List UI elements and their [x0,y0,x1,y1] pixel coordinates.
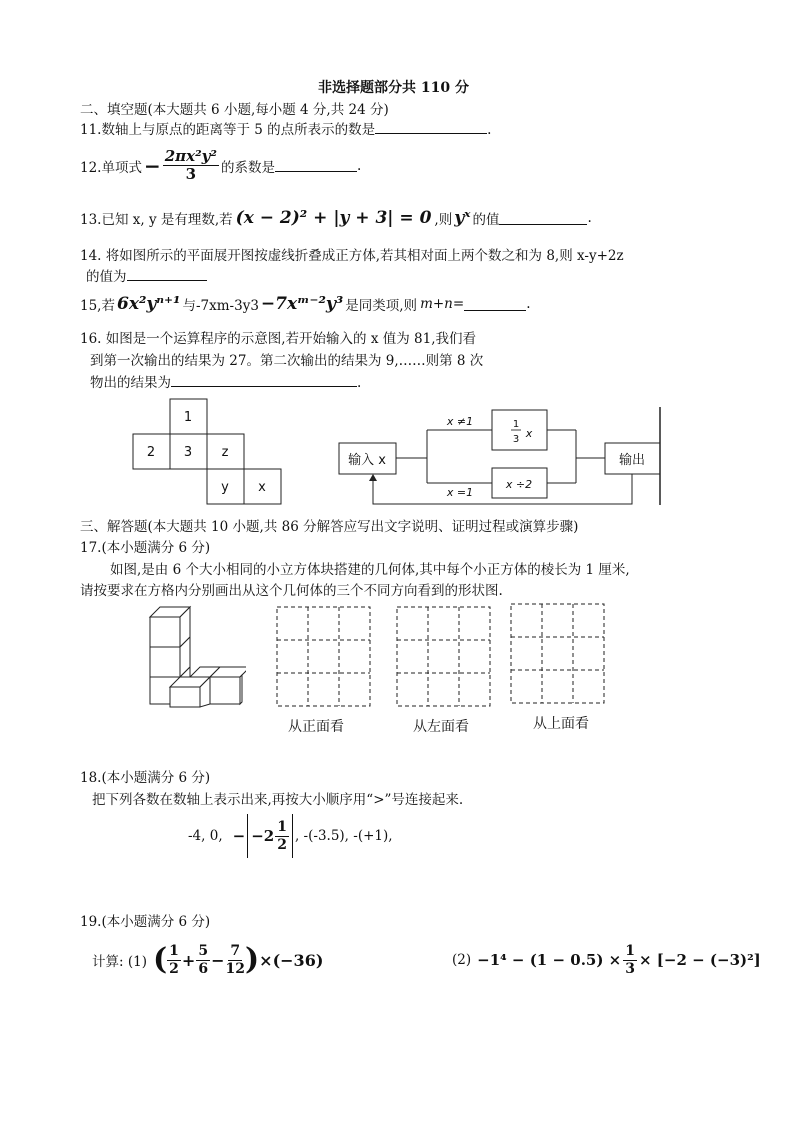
q19-p1-frac-a [167,943,181,976]
q11-text: 11.数轴上与原点的距离等于 5 的点所表示的数是 [80,122,376,138]
q19-p1-c-num: 7 [230,943,241,960]
q15-suffix: 是同类项,则 [345,298,418,314]
label-top-view: 从上面看 [533,716,589,732]
q19-part2 [452,934,761,986]
q17-line2: 请按要求在方格内分别画出从这个几何体的三个不同方向看到的形状图. [80,583,503,599]
q16-label: 物出的结果为 [90,375,171,391]
q12-minus: − [143,153,161,178]
q19-title: 19.(本小题满分 6 分) [80,914,211,930]
q18-abs-minus: − [232,827,246,845]
flow-output-label: 输出 [618,453,646,468]
q13-blank[interactable] [499,224,587,225]
flow-op-top-num: 1 [512,419,520,430]
q16-line1: 16. 如图是一个运算程序的示意图,若开始输入的 x 值为 81,我们看 [80,331,477,347]
q19-p2-den: 3 [625,960,635,977]
q19-p1-frac-c [225,943,244,976]
q16-end: . [357,375,362,391]
flow-cond-top: x ≠1 [446,415,474,428]
q15-blank[interactable] [464,310,526,311]
net-label-1: 1 [183,410,193,425]
q12-suffix: 的系数是 [220,159,275,176]
section3-heading: 三、解答题(本大题共 10 小题,共 86 分解答应写出文字说明、证明过程或演算步骤) [80,519,579,535]
grid-front[interactable] [276,606,371,708]
q18-nums-a: -4, 0, [188,828,223,844]
q16-line2: 到第一次输出的结果为 27。第二次输出的结果为 9,……则第 8 次 [90,353,484,369]
q13-mid: ,则 [434,212,453,228]
q19-p1-tail: ×(−36) [259,950,324,970]
q15-term1: 6x²yⁿ⁺¹ [116,294,181,314]
flow-cond-bottom: x =1 [446,486,474,499]
flowchart-figure [336,404,668,508]
cubes-3d-figure [146,604,246,708]
q18-text: 把下列各数在数轴上表示出来,再按大小顺序用“>”号连接起来. [92,792,464,808]
q18-abs-den: 2 [277,836,287,853]
q19-p1-open-paren: ( [152,942,168,977]
q12-blank[interactable] [275,171,357,172]
q19-p2-head: −1⁴ − (1 − 0.5) × [477,951,622,969]
question-13 [80,208,592,228]
q19-calc-label: 计算: (1) [92,954,147,970]
q15-term2: −7xᵐ⁻²y³ [260,294,344,314]
q19-p1-minus: − [211,950,225,970]
q19-p1-close-paren: ) [244,942,260,977]
page-title: 非选择题部分共 110 分 [318,80,469,96]
net-label-x: x [258,480,266,495]
net-label-3: 3 [183,445,193,460]
q13-expression: (x − 2)² + |y + 3| = 0 [235,208,432,228]
question-15 [80,294,530,314]
q13-power: yˣ [454,208,471,228]
q19-p2-label: (2) [452,952,472,968]
q18-abs-int: −2 [251,827,275,845]
q19-p1-frac-b [196,943,210,976]
q18-absolute-value [247,814,293,858]
q19-p2-fraction [623,943,637,976]
net-label-y: y [221,480,229,495]
grid-left[interactable] [396,606,491,708]
net-label-2: 2 [146,445,156,460]
q13-end: . [587,210,592,226]
flow-op-top-var: x [525,427,533,440]
flow-input-label: 输入 x [348,453,386,468]
q19-p1-a-num: 1 [169,943,179,960]
q18-abs-num: 1 [277,819,287,836]
q13-prefix: 13.已知 x, y 是有理数,若 [80,212,233,228]
label-front-view: 从正面看 [288,719,344,735]
q16-line3 [90,371,361,391]
q19-p1-b-num: 5 [198,943,209,960]
q18-title: 18.(本小题满分 6 分) [80,770,211,786]
question-11 [80,118,491,138]
q12-end: . [356,157,362,174]
q12-numerator: 2πx²y² [164,147,217,165]
q19-p1-c-den: 12 [225,960,245,977]
q18-abs-fraction [275,819,289,852]
flow-op-bottom: x ÷2 [505,478,533,491]
q19-p1-b-den: 6 [198,960,209,977]
q15-end: . [526,296,531,312]
feedback-arrow-icon [369,474,377,481]
q14-blank[interactable] [127,280,207,281]
q19-part1 [92,934,323,986]
q15-prefix: 15,若 [80,298,115,314]
grid-top[interactable] [510,603,605,705]
q17-title: 17.(本小题满分 6 分) [80,540,211,556]
q18-numbers [188,812,393,860]
net-label-z: z [221,445,229,460]
q15-mid: 与-7xm-3y3 [182,298,259,314]
cube-net-figure [132,398,284,506]
q13-suffix: 的值 [472,212,500,228]
q12-fraction [163,148,219,184]
q14-line1: 14. 将如图所示的平面展开图按虚线折叠成正方体,若其相对面上两个数之和为 8,则 x-y+2z [80,248,624,264]
q18-nums-b: , -(-3.5), -(+1), [294,828,393,844]
q19-p2-num: 1 [625,943,635,960]
q11-blank[interactable] [375,133,487,134]
question-12 [80,148,361,184]
q17-line1: 如图,是由 6 个大小相同的小立方体块搭建的几何体,其中每个小正方体的棱长为 1 厘米, [110,562,630,578]
q15-mn: m+n= [420,296,465,312]
q11-end: . [487,122,492,138]
q14-line2 [86,265,207,285]
flow-op-top-den: 3 [512,434,520,445]
q14-label: 的值为 [86,269,127,285]
q19-p1-a-den: 2 [169,960,179,977]
q12-prefix: 12.单项式 [80,159,142,176]
label-left-view: 从左面看 [413,719,469,735]
q19-p2-tail: × [−2 − (−3)²] [639,951,761,969]
q12-denominator: 3 [185,165,197,184]
section2-heading: 二、填空题(本大题共 6 小题,每小题 4 分,共 24 分) [80,102,389,118]
q16-blank[interactable] [171,386,357,387]
q19-p1-plus: + [181,950,196,970]
